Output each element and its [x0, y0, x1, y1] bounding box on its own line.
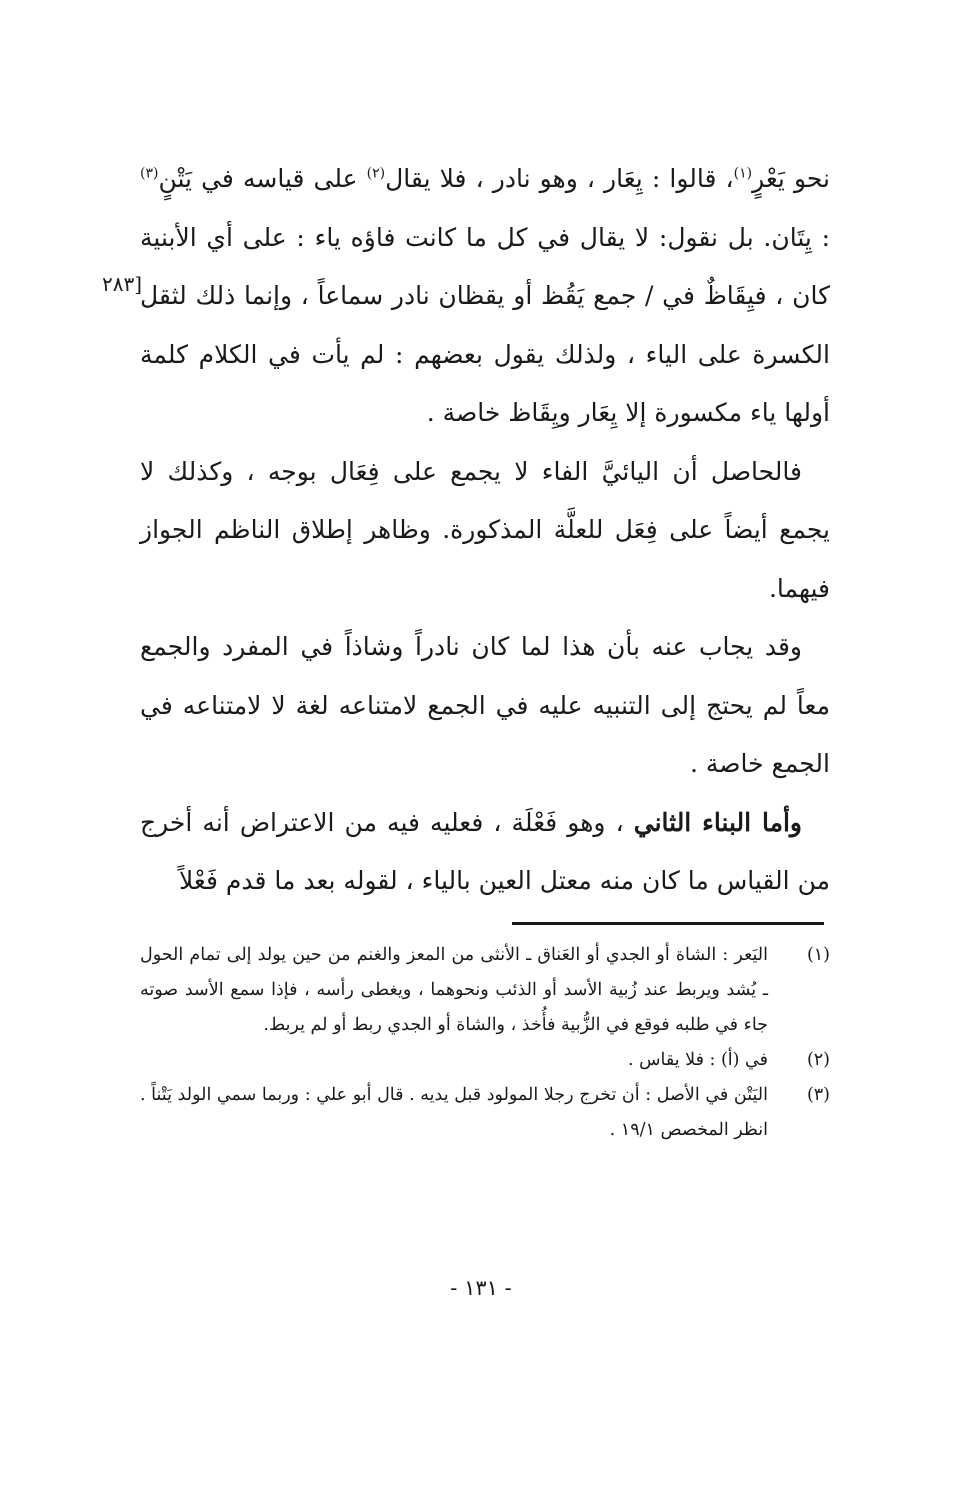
section-heading: وأما البناء الثاني [633, 807, 802, 837]
footnote-2 [140, 1043, 830, 1078]
footnote-text: في (أ) : فلا يقاس . [628, 1050, 768, 1070]
footnote-number: (١) [806, 945, 830, 965]
footnote-ref-2[interactable]: (٢) [366, 165, 386, 182]
footnote-separator [512, 922, 824, 925]
text-run: على قياسه في يَتْنٍ [158, 164, 367, 193]
footnote-1 [140, 938, 830, 1043]
footnote-ref-1[interactable]: (١) [733, 165, 753, 182]
footnote-number: (٣) [806, 1085, 830, 1105]
footnotes [140, 938, 830, 1148]
text-run: نحو يَعْرٍ [752, 164, 830, 193]
paragraph-1 [140, 150, 830, 443]
footnote-text: اليَتْن في الأصل : أن تخرج رجلا المولود قبل يديه . قال أبو علي : وربما سمي الولد يَتْناً . انظر المخصص ١٩/١ . [140, 1085, 768, 1140]
text-run: : يِتَان. بل نقول: لا يقال في كل ما كانت فاؤه ياء : على أي الأبنية كان ، فيِقَاظٌ في / جمع يَقُظ أو يقظان نادر سماعاً ، وإنما ذلك لثقل الكسرة على الياء ، ولذلك يقول بعضهم : لم يأت في الكلام كلمة أولها ياء مكسورة إلا يِعَار ويِقَاظ خاصة . [140, 222, 830, 427]
paragraph-4 [140, 794, 830, 911]
margin-page-reference: [٢٨٣ [102, 272, 143, 296]
paragraph-3: وقد يجاب عنه بأن هذا لما كان نادراً وشاذاً في المفرد والجمع معاً لم يحتج إلى التنبيه عليه في الجمع لامتناعه لغة لا لامتناعه في الجمع خاصة . [140, 632, 830, 778]
text-run: ، وهو فَعْلَة ، فعليه فيه من الاعتراض أنه أخرج من القياس ما كان منه معتل العين بالياء ، لقوله بعد ما قدم فَعْلاً [140, 807, 830, 895]
page-number: - ١٣١ - [450, 1276, 512, 1300]
paragraph-2: فالحاصل أن اليائيَّ الفاء لا يجمع على فِعَال بوجه ، وكذلك لا يجمع أيضاً على فِعَل للعلَّة المذكورة. وظاهر إطلاق الناظم الجواز فيهما. [140, 456, 830, 603]
footnote-3 [140, 1078, 830, 1148]
footnote-ref-3[interactable]: (٣) [140, 165, 159, 182]
text-run: ، قالوا : يِعَار ، وهو نادر ، فلا يقال [385, 164, 734, 193]
main-text [140, 150, 830, 911]
footnote-number: (٢) [806, 1050, 830, 1070]
footnote-text: اليَعر : الشاة أو الجدي أو العَناق ـ الأنثى من المعز والغنم من حين يولد إلى تمام الحول ـ يُشد ويربط عند زُبية الأسد أو الذئب ونحوهما ، ويغطى رأسه ، فإذا سمع الأسد صوته جاء في طلبه فوقع في الزُّبية فأُخذ ، والشاة أو الجدي ربط أو لم يربط. [140, 945, 768, 1035]
